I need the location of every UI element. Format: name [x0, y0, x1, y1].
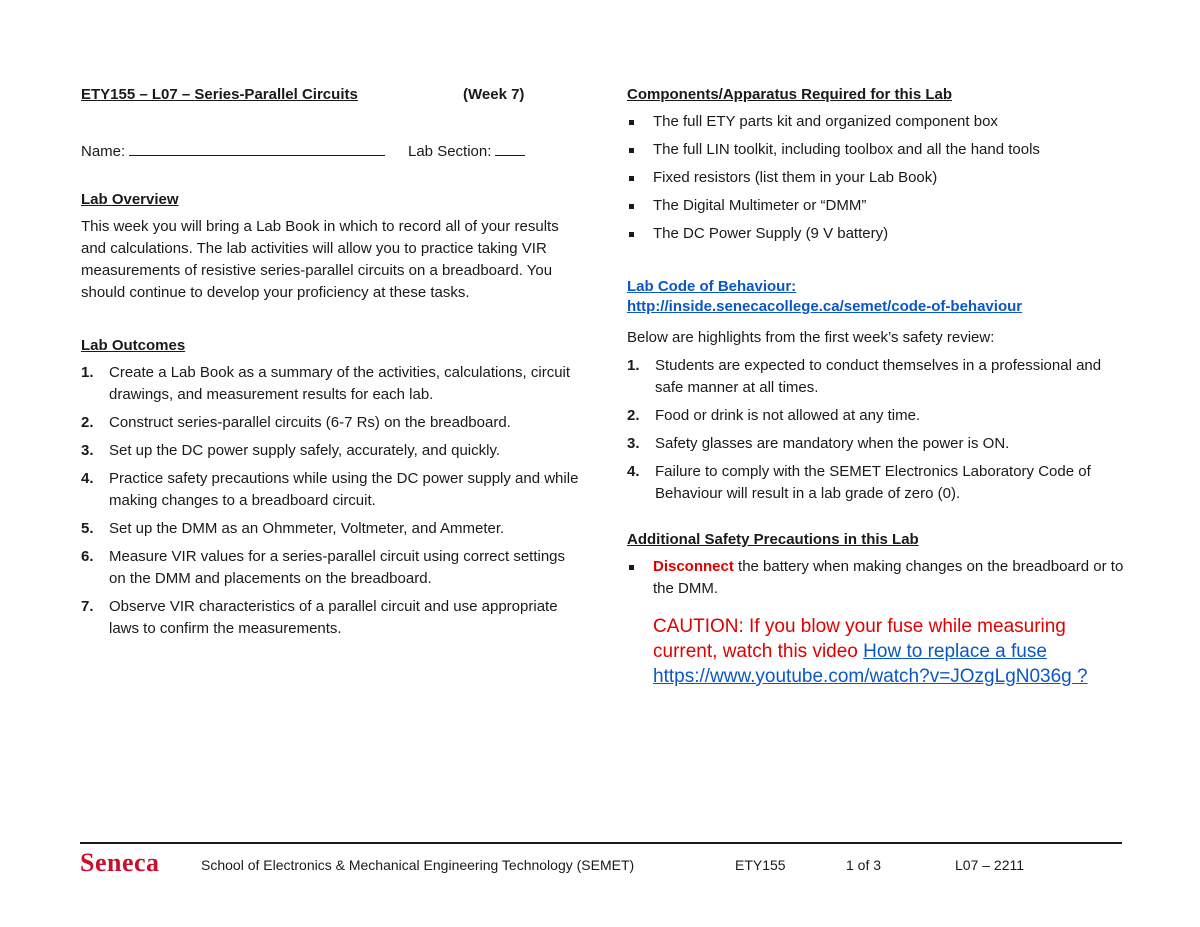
list-item: Disconnect the battery when making changes on the breadboard or to the DMM. — [627, 556, 1132, 600]
list-item: 4. Failure to comply with the SEMET Electronics Laboratory Code of Behaviour will result in a lab grade of zero (0). — [627, 463, 1091, 502]
name-field[interactable] — [129, 143, 385, 156]
footer-school: School of Electronics & Mechanical Engineering Technology (SEMET) — [201, 857, 635, 873]
list-item: The full ETY parts kit and organized component box — [627, 111, 1132, 133]
section-field[interactable] — [495, 143, 525, 156]
footer-course: ETY155 — [735, 857, 786, 873]
caution-note — [653, 614, 1132, 689]
bullet-icon — [629, 204, 634, 209]
additional-heading: Additional Safety Precautions in this Lab — [627, 531, 919, 548]
list-item: Fixed resistors (list them in your Lab Book) — [627, 167, 1132, 189]
list-item: 3. Set up the DC power supply safely, accurately, and quickly. — [81, 442, 501, 459]
section-label: Lab Section: — [408, 143, 492, 160]
name-row — [81, 143, 581, 163]
lab-section — [408, 143, 525, 160]
components-list — [627, 111, 1132, 245]
footer-divider — [80, 842, 1122, 844]
code-list — [627, 355, 1132, 505]
caution-text: CAUTION: If you blow your fuse while measuring current, watch this video — [653, 616, 1066, 662]
list-item: The full LIN toolkit, including toolbox and all the hand tools — [627, 139, 1132, 161]
bullet-icon — [629, 148, 634, 153]
lab-title: ETY155 – L07 – Series-Parallel Circuits — [81, 86, 358, 103]
list-item: 4. Practice safety precautions while using the DC power supply and while making changes to a breadboard circuit. — [81, 470, 579, 509]
list-item: 1. Create a Lab Book as a summary of the activities, calculations, circuit drawings, and measurement results for each lab. — [81, 364, 571, 403]
footer — [80, 848, 1122, 882]
code-of-behaviour — [627, 277, 1132, 317]
name-label: Name: — [81, 143, 126, 160]
code-url-link[interactable]: http://inside.senecacollege.ca/semet/code-of-behaviour — [627, 298, 1023, 315]
week-label: (Week 7) — [463, 86, 525, 103]
right-column — [627, 86, 1132, 689]
list-item: 1. Students are expected to conduct themselves in a professional and safe manner at all times. — [627, 357, 1102, 396]
list-item: 7. Observe VIR characteristics of a parallel circuit and use appropriate laws to confirm the measurements. — [81, 598, 558, 637]
outcomes-list — [81, 362, 581, 640]
list-item: 6. Measure VIR values for a series-parallel circuit using correct settings on the DMM and placements on the breadboard. — [81, 548, 566, 587]
bullet-icon — [629, 120, 634, 125]
code-title-link[interactable]: Lab Code of Behaviour: — [627, 278, 797, 295]
components-heading: Components/Apparatus Required for this Lab — [627, 86, 953, 103]
bullet-icon — [629, 232, 634, 237]
youtube-url-link[interactable]: https://www.youtube.com/watch?v=JOzgLgN036g ? — [653, 666, 1088, 687]
outcomes-heading: Lab Outcomes — [81, 337, 186, 354]
list-item: 5. Set up the DMM as an Ohmmeter, Voltmeter, and Ammeter. — [81, 520, 505, 537]
list-item: The DC Power Supply (9 V battery) — [627, 223, 1132, 245]
seneca-logo: Seneca — [80, 848, 160, 877]
footer-page: 1 of 3 — [846, 857, 882, 873]
title-row — [81, 86, 581, 108]
overview-text: This week you will bring a Lab Book in which to record all of your results and calculations. The lab activities will allow you to practice taking VIR measurements of resistive series-parallel circuits on a breadboard. You should continue to develop your proficiency at these tasks. — [81, 218, 559, 301]
overview-heading: Lab Overview — [81, 191, 179, 208]
left-column — [81, 86, 581, 646]
list-item: 2. Construct series-parallel circuits (6-7 Rs) on the breadboard. — [81, 414, 511, 431]
list-item: 2. Food or drink is not allowed at any time. — [627, 407, 921, 424]
additional-list — [627, 556, 1132, 600]
list-item: 3. Safety glasses are mandatory when the power is ON. — [627, 435, 1010, 452]
fuse-video-link[interactable]: How to replace a fuse — [863, 641, 1047, 662]
code-intro: Below are highlights from the first week’s safety review: — [627, 329, 995, 346]
bullet-icon — [629, 565, 634, 570]
disconnect-text: Disconnect — [653, 558, 734, 575]
footer-code: L07 – 2211 — [955, 857, 1025, 873]
list-item: The Digital Multimeter or “DMM” — [627, 195, 1132, 217]
bullet-icon — [629, 176, 634, 181]
